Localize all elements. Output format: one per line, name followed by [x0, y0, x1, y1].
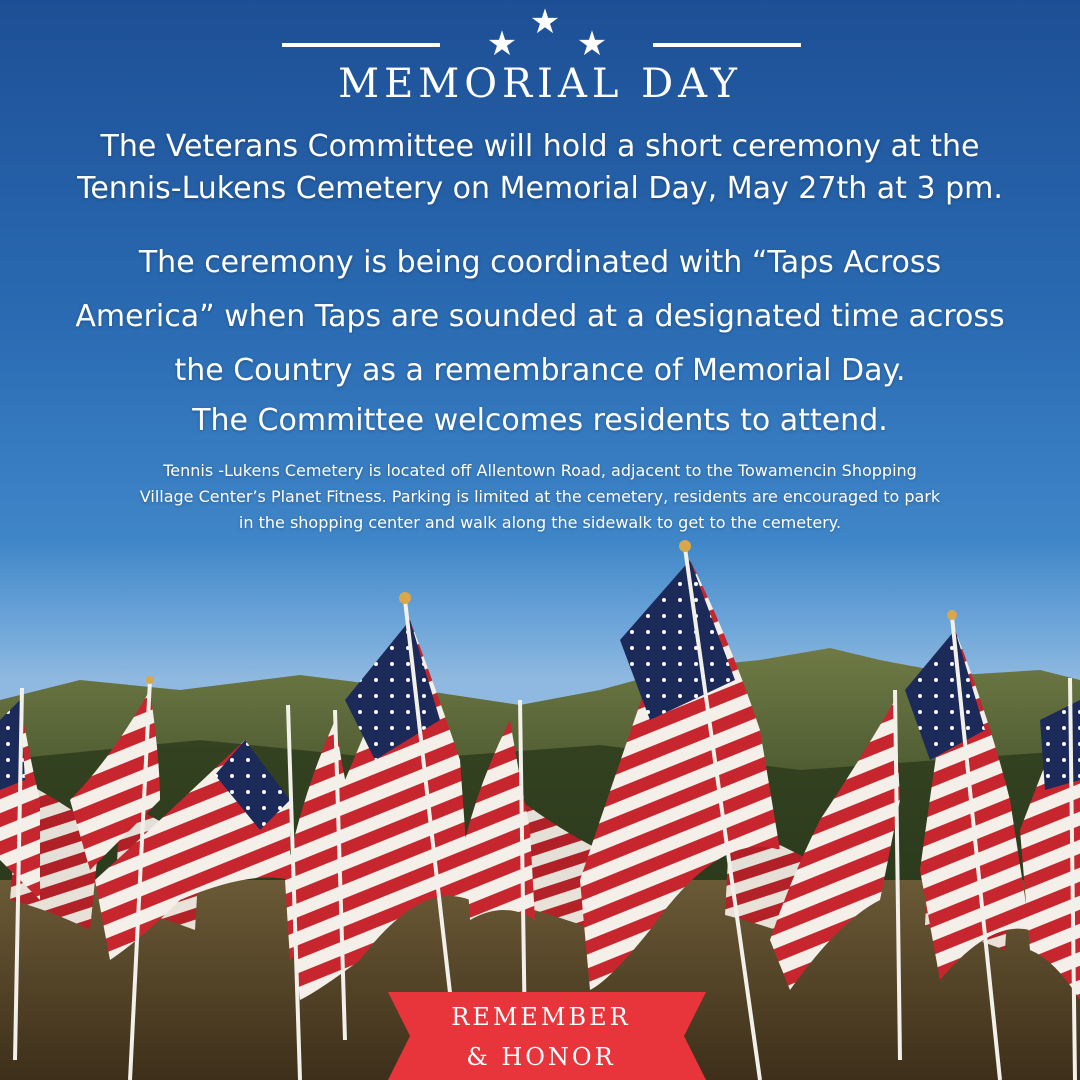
star-icon: ★	[576, 24, 608, 64]
ribbon-line-honor: & HONOR	[466, 1043, 616, 1071]
star-icon: ★	[486, 24, 518, 64]
ceremony-announcement-line: Tennis-Lukens Cemetery on Memorial Day, May 27th at 3 pm.	[77, 171, 1003, 206]
header-rule-right	[653, 43, 801, 47]
taps-line: America” when Taps are sounded at a designated time across	[75, 299, 1005, 334]
location-note	[0, 458, 1080, 536]
location-note-line: Village Center’s Planet Fitness. Parking is limited at the cemetery, residents are encouraged to park	[139, 487, 941, 506]
header-rule-left	[282, 43, 440, 47]
star-icon: ★	[529, 2, 561, 42]
welcome-text: The Committee welcomes residents to attend.	[192, 403, 888, 438]
page-title: MEMORIAL DAY	[338, 61, 742, 107]
location-note-line: Tennis -Lukens Cemetery is located off Allentown Road, adjacent to the Towamencin Shopping	[163, 461, 917, 480]
taps-across-america-text	[0, 236, 1080, 398]
ribbon-line-remember: REMEMBER	[451, 1003, 631, 1031]
ceremony-announcement	[0, 126, 1080, 210]
ceremony-announcement-line: The Veterans Committee will hold a short ceremony at the	[100, 129, 980, 164]
taps-line: The ceremony is being coordinated with “Taps Across	[138, 245, 942, 280]
location-note-line: in the shopping center and walk along the sidewalk to get to the cemetery.	[238, 513, 842, 532]
taps-line: the Country as a remembrance of Memorial Day.	[174, 353, 906, 388]
